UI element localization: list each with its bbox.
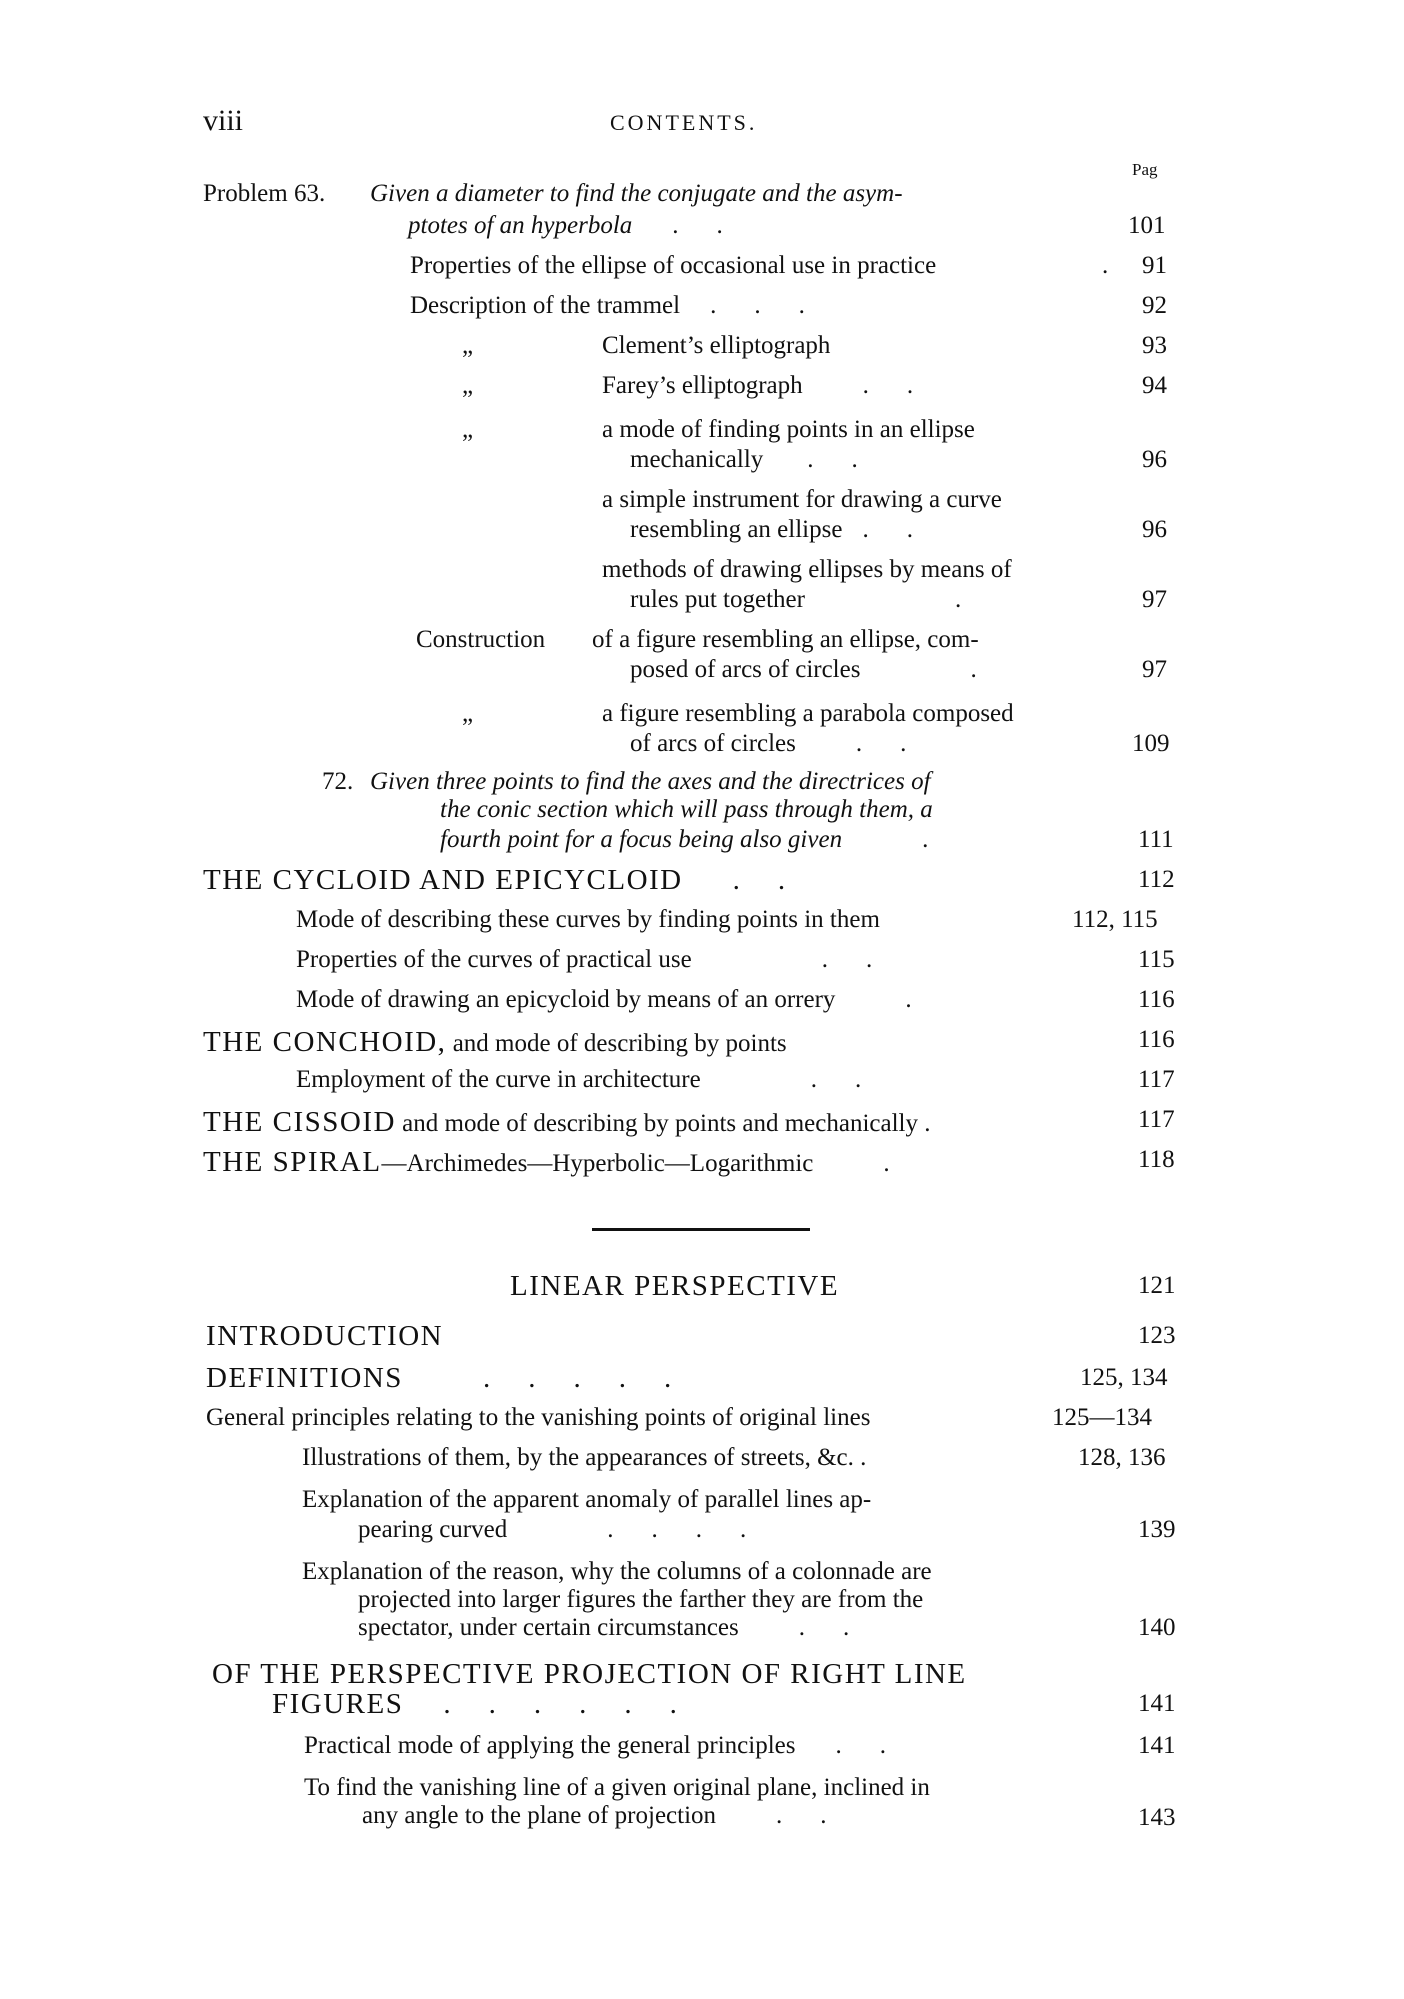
- ditto-mark: „: [462, 372, 474, 399]
- entry-text: ptotes of an hyperbola: [408, 212, 633, 239]
- page-number: 94: [1142, 372, 1167, 399]
- page-number: 128, 136: [1078, 1444, 1166, 1471]
- section-divider: [592, 1228, 810, 1231]
- entry-text: To find the vanishing line of a given original plane, inclined in: [304, 1774, 930, 1801]
- page-number: 140: [1138, 1614, 1176, 1641]
- section-heading: FIGURES: [272, 1688, 404, 1720]
- entry-text: the conic section which will pass through them, a: [440, 796, 933, 823]
- entry-text: Properties of the curves of practical use: [296, 946, 692, 973]
- page-number: 116: [1138, 1026, 1175, 1053]
- page-number: 92: [1142, 292, 1167, 319]
- page-number: 93: [1142, 332, 1167, 359]
- page-number: 97: [1142, 656, 1167, 683]
- page-number: 123: [1138, 1322, 1176, 1349]
- page-number: 117: [1138, 1106, 1175, 1133]
- section-heading: INTRODUCTION: [206, 1320, 444, 1352]
- page-number: 125—134: [1052, 1404, 1152, 1431]
- ditto-mark: „: [462, 416, 474, 443]
- entry-text: posed of arcs of circles: [630, 656, 861, 683]
- entry-text: projected into larger figures the farther they are from the: [358, 1586, 924, 1613]
- entry-text: fourth point for a focus being also given: [440, 826, 843, 853]
- entry-text: pearing curved: [358, 1516, 508, 1543]
- entry-text: and mode of describing by points and mechanically: [402, 1110, 919, 1137]
- entry-text: Description of the trammel: [410, 292, 681, 319]
- entry-text: of a figure resembling an ellipse, com-: [592, 626, 979, 653]
- entry-text: methods of drawing ellipses by means of: [602, 556, 1012, 583]
- entry-text: a figure resembling a parabola composed: [602, 700, 1014, 727]
- section-heading: THE SPIRAL: [203, 1146, 382, 1178]
- entry-text: any angle to the plane of projection: [362, 1802, 717, 1829]
- page-number: 139: [1138, 1516, 1176, 1543]
- page-number: 115: [1138, 946, 1175, 973]
- entry-text: Explanation of the reason, why the columns of a colonnade are: [302, 1558, 932, 1585]
- entry-text: Illustrations of them, by the appearances of streets, &c.: [302, 1444, 854, 1471]
- entry-text: Farey’s elliptograph: [602, 372, 803, 399]
- ditto-mark: „: [462, 700, 474, 727]
- page-number: 109: [1132, 730, 1170, 757]
- page-number: 96: [1142, 446, 1167, 473]
- page-number: 97: [1142, 586, 1167, 613]
- problem-label: 72.: [322, 768, 354, 795]
- entry-text: and mode of describing by points: [452, 1030, 787, 1057]
- page-number: 141: [1138, 1690, 1176, 1717]
- entry-text: mechanically: [630, 446, 764, 473]
- entry-text: Given three points to find the axes and the directrices of: [370, 768, 931, 795]
- entry-text: General principles relating to the vanishing points of original lines: [206, 1404, 871, 1431]
- page-number: 91: [1142, 252, 1167, 279]
- page-number: 112, 115: [1072, 906, 1158, 933]
- page-number: 111: [1138, 826, 1174, 853]
- entry-text: Properties of the ellipse of occasional use in practice: [410, 252, 937, 279]
- page-number: 118: [1138, 1146, 1175, 1173]
- problem-label: Problem 63.: [203, 180, 326, 207]
- folio-number: viii: [203, 104, 244, 137]
- entry-text: Practical mode of applying the general principles: [304, 1732, 796, 1759]
- section-heading: DEFINITIONS: [206, 1362, 403, 1394]
- entry-text: Clement’s elliptograph: [602, 332, 831, 359]
- entry-text: a simple instrument for drawing a curve: [602, 486, 1002, 513]
- page-number: 116: [1138, 986, 1175, 1013]
- section-heading: THE CYCLOID AND EPICYCLOID: [203, 864, 683, 896]
- section-heading: THE CISSOID: [203, 1106, 396, 1138]
- entry-text: Explanation of the apparent anomaly of parallel lines ap-: [302, 1486, 872, 1513]
- page-number: 112: [1138, 866, 1175, 893]
- entry-lead: Construction: [416, 626, 546, 653]
- page-column-label: Pag: [1132, 160, 1158, 179]
- section-title: LINEAR PERSPECTIVE: [510, 1270, 840, 1302]
- page-number: 117: [1138, 1066, 1175, 1093]
- running-title: CONTENTS.: [610, 110, 758, 135]
- page-number: 141: [1138, 1732, 1176, 1759]
- page-number: 125, 134: [1080, 1364, 1168, 1391]
- ditto-mark: „: [462, 332, 474, 359]
- page-number: 143: [1138, 1804, 1176, 1831]
- entry-text: —Archimedes—Hyperbolic—Logarithmic: [381, 1150, 814, 1177]
- entry-text: Given a diameter to find the conjugate and the asym-: [370, 180, 903, 207]
- entry-text: of arcs of circles: [630, 730, 796, 757]
- page-number: 101: [1128, 212, 1166, 239]
- entry-text: Employment of the curve in architecture: [296, 1066, 701, 1093]
- entry-text: rules put together: [630, 586, 805, 613]
- page-number: 121: [1138, 1272, 1176, 1299]
- entry-text: Mode of describing these curves by finding points in them: [296, 906, 880, 933]
- section-heading: OF THE PERSPECTIVE PROJECTION OF RIGHT LINE: [212, 1658, 967, 1690]
- entry-text: Mode of drawing an epicycloid by means of an orrery: [296, 986, 836, 1013]
- page-number: 96: [1142, 516, 1167, 543]
- section-heading: THE CONCHOID,: [203, 1026, 447, 1058]
- entry-text: spectator, under certain circumstances: [358, 1614, 739, 1641]
- entry-text: a mode of finding points in an ellipse: [602, 416, 975, 443]
- entry-text: resembling an ellipse: [630, 516, 843, 543]
- table-of-contents: Problem 63. Given a diameter to find the conjugate and the asym- ptotes of an hyperbola .. 101 Properties of the ellipse of occasional use in practice . 91 Description of the trammel ... 92 „ Clement’s elliptograph 93 „ Farey’s elliptograph .. 94 „ a mode of finding points in an ellipse mechanically .. 96 a simple instrument for drawing a curve resembling an ellipse .. 96 methods of drawing ellipses by means of rules put together . 97 Construction of a figure resembling an ellipse, com- posed of arcs of circles . 97 „ a figure resembling a parabola composed of arcs of circles .. 109 72. Given three points to find the axes and the directrices of the conic section which will pass through them, a fourth point for a focus being also given . 111 THE CYCLOID AND EPICYCLOID .. 112 Mode of describing these curves by finding points in them 112, 115 Properties of the curves of practical use .. 115 Mode of drawing an epicycloid by means of an orrery . 116 THE CONCHOID, and mode of describing by points 116 Employment of the curve in architecture .. 117 THE CISSOID and mode of describing by points and mechanically . 117 THE SPIRAL—Archimedes—Hyperbolic—Logarithmic . 118 LINEAR PERSPECTIVE 121 INTRODUCTION 123 DEFINITIONS ..... 125, 134 General principles relating to the vanishing points of original lines 125—134 Illustrations of them, by the appearances of streets, &c. . 128, 136 Explanation of the apparent anomaly of parallel lines ap- pearing curved .... 139 Explanation of the reason, why the columns of a colonnade are projected into larger figures the farther they are from the spectator, under certain circumstances .. 140 OF THE PERSPECTIVE PROJECTION OF RIGHT LINE FIGURES ...... 141 Practical mode of applying the general principles .. 141 To find the vanishing line of a given original plane, inclined in any angle to the plane of projection .. 143: [203, 180, 1176, 1831]
